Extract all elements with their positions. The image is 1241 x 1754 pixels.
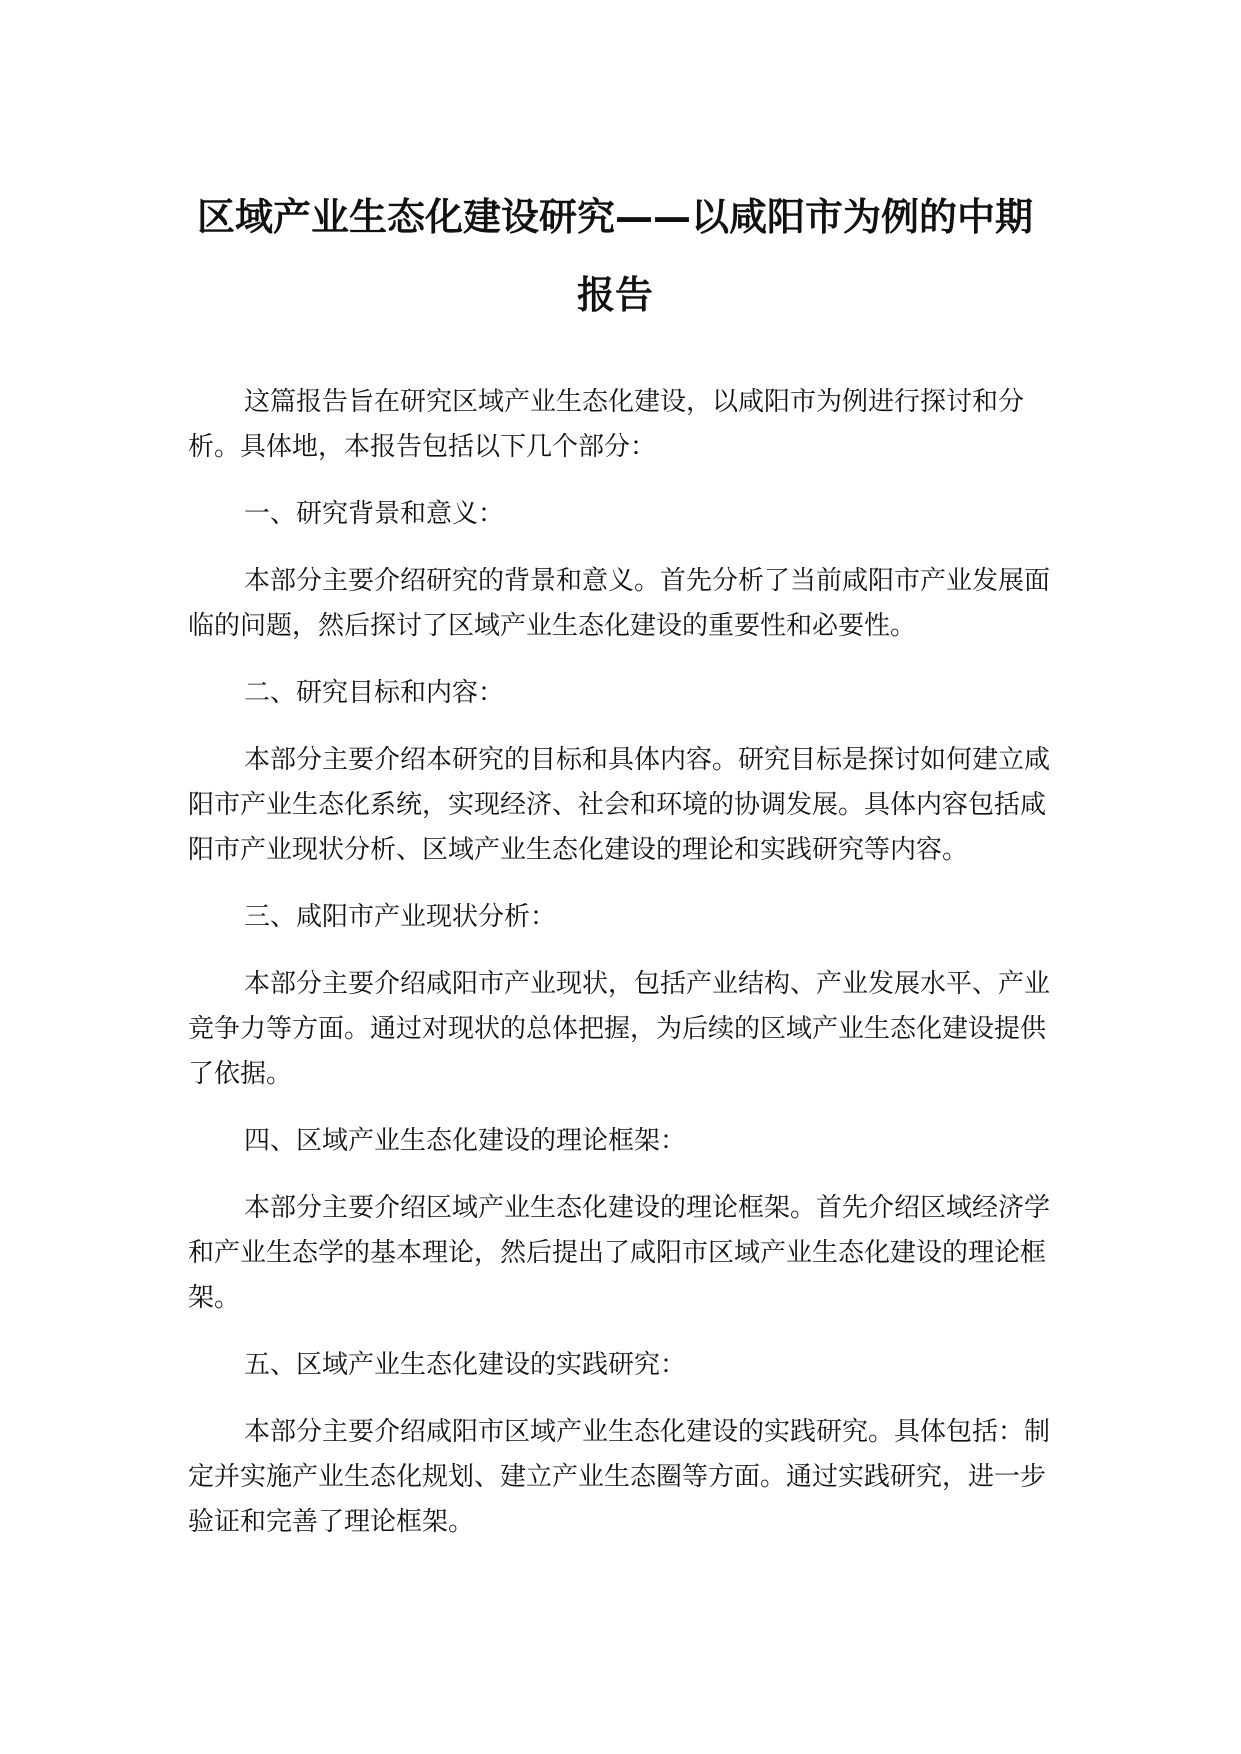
section-2-body: 本部分主要介绍本研究的目标和具体内容。研究目标是探讨如何建立咸阳市产业生态化系统，实现经济、社会和环境的协调发展。具体内容包括咸阳市产业现状分析、区域产业生态化建设的理论和实践研究等内容。 (188, 745, 1051, 865)
section-5-body: 本部分主要介绍咸阳市区域产业生态化建设的实践研究。具体包括：制定并实施产业生态化规划、建立产业生态圈等方面。通过实践研究，进一步验证和完善了理论框架。 (188, 1417, 1051, 1537)
section-3-body: 本部分主要介绍咸阳市产业现状，包括产业结构、产业发展水平、产业竞争力等方面。通过对现状的总体把握，为后续的区域产业生态化建设提供了依据。 (188, 969, 1051, 1089)
section-5-heading: 五、区域产业生态化建设的实践研究： (244, 1350, 687, 1380)
section-4-body: 本部分主要介绍区域产业生态化建设的理论框架。首先介绍区域经济学和产业生态学的基本理论，然后提出了咸阳市区域产业生态化建设的理论框架。 (188, 1193, 1051, 1313)
section-4-heading: 四、区域产业生态化建设的理论框架： (244, 1126, 687, 1156)
section-1-heading: 一、研究背景和意义： (244, 499, 505, 529)
document-title: 区域产业生态化建设研究——以咸阳市为例的中期报告 (196, 195, 1033, 317)
section-1-body: 本部分主要介绍研究的背景和意义。首先分析了当前咸阳市产业发展面临的问题，然后探讨了区域产业生态化建设的重要性和必要性。 (188, 566, 1051, 641)
intro-paragraph: 这篇报告旨在研究区域产业生态化建设，以咸阳市为例进行探讨和分析。具体地，本报告包括以下几个部分： (188, 387, 1025, 462)
section-3-heading: 三、咸阳市产业现状分析： (244, 902, 557, 932)
document-body (188, 380, 1068, 1567)
section-2-heading: 二、研究目标和内容： (244, 678, 505, 708)
